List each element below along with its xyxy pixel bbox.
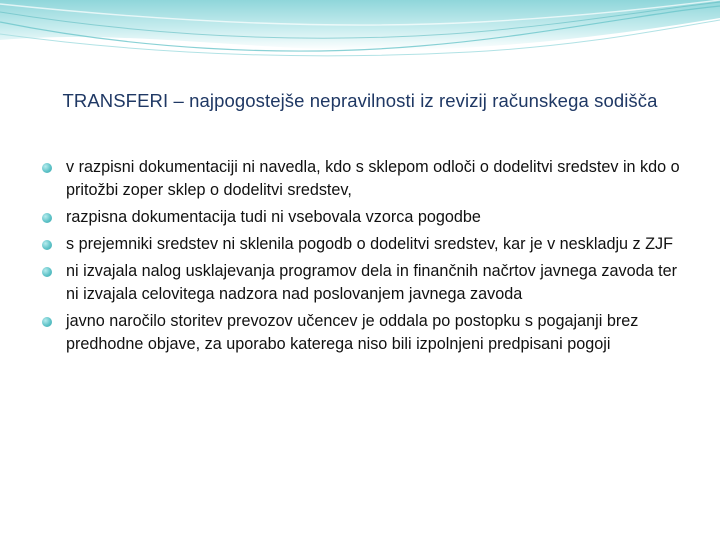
decorative-header-band bbox=[0, 0, 720, 64]
bullet-dot-icon bbox=[42, 213, 52, 223]
list-item bbox=[40, 206, 688, 229]
bullet-text: ni izvajala nalog usklajevanja programov dela in finančnih načrtov javnega zavoda ter ni izvajala celovitega nadzora nad poslovanjem javnega zavoda bbox=[66, 262, 677, 303]
bullet-text: razpisna dokumentacija tudi ni vsebovala vzorca pogodbe bbox=[66, 208, 481, 226]
list-item bbox=[40, 310, 688, 356]
bullet-dot-icon bbox=[42, 163, 52, 173]
wave-decoration bbox=[0, 0, 720, 64]
bullet-text: v razpisni dokumentaciji ni navedla, kdo s sklepom odloči o dodelitvi sredstev in kdo o pritožbi zoper sklep o dodelitvi sredstev, bbox=[66, 158, 680, 199]
slide-title: TRANSFERI – najpogostejše nepravilnosti iz revizij računskega sodišča bbox=[62, 90, 658, 111]
list-item bbox=[40, 260, 688, 306]
bullet-dot-icon bbox=[42, 317, 52, 327]
bullet-text: s prejemniki sredstev ni sklenila pogodb o dodelitvi sredstev, kar je v neskladju z ZJF bbox=[66, 235, 674, 253]
bullet-dot-icon bbox=[42, 267, 52, 277]
list-item bbox=[40, 233, 688, 256]
list-item bbox=[40, 156, 688, 202]
bullet-list bbox=[40, 156, 688, 360]
bullet-text: javno naročilo storitev prevozov učencev je oddala po postopku s pogajanji brez predhodne objave, za uporabo katerega niso bili izpolnjeni predpisani pogoji bbox=[66, 312, 639, 353]
bullet-dot-icon bbox=[42, 240, 52, 250]
